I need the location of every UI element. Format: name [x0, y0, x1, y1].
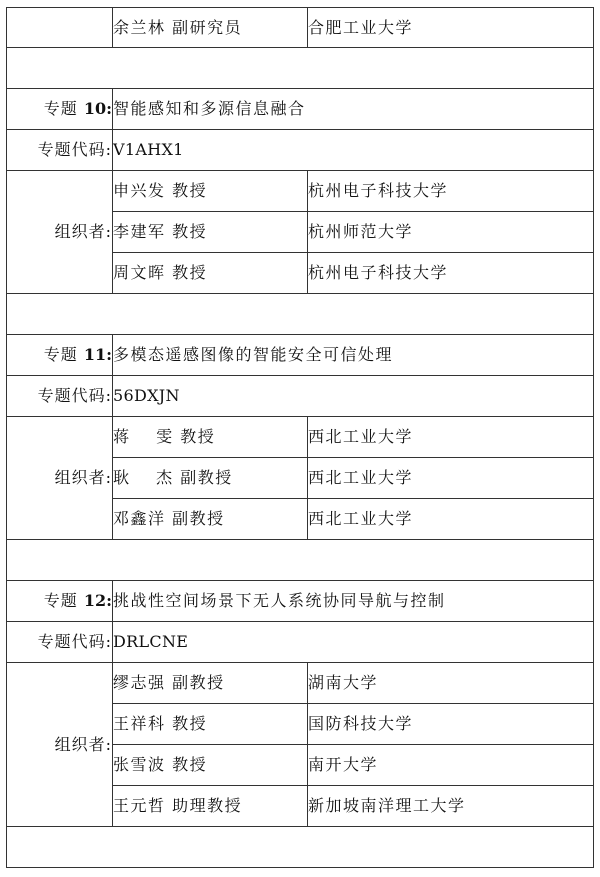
topic-code-row	[7, 622, 594, 663]
table-row	[7, 8, 594, 48]
affiliation-cell: 西北工业大学	[308, 417, 594, 458]
organizer-label: 组织者:	[7, 171, 113, 294]
organizer-title: 助理教授	[172, 796, 243, 815]
topics-table	[6, 7, 594, 868]
spacer-row	[7, 294, 594, 335]
organizer-name: 王元哲	[113, 796, 166, 815]
empty-cell	[7, 8, 113, 48]
code-label: 专题代码:	[7, 376, 113, 417]
organizer-name: 蒋 雯	[113, 427, 174, 446]
topic-title-row	[7, 581, 594, 622]
organizer-name: 缪志强	[113, 673, 166, 692]
topic-label: 专题 11:	[7, 335, 113, 376]
organizer-label: 组织者:	[7, 663, 113, 827]
affiliation-cell: 杭州电子科技大学	[308, 171, 594, 212]
affiliation-cell: 杭州师范大学	[308, 212, 594, 253]
organizer-title: 教授	[180, 427, 216, 446]
topic-code: 56DXJN	[113, 376, 594, 417]
organizer-row	[7, 417, 594, 458]
spacer-row	[7, 827, 594, 868]
topic-code: DRLCNE	[113, 622, 594, 663]
affiliation-cell: 西北工业大学	[308, 499, 594, 540]
affiliation-cell: 西北工业大学	[308, 458, 594, 499]
spacer-row	[7, 540, 594, 581]
organizer-title: 副教授	[172, 673, 225, 692]
topic-title-row	[7, 335, 594, 376]
organizer-row	[7, 171, 594, 212]
affiliation-cell: 合肥工业大学	[308, 8, 594, 48]
topic-title: 智能感知和多源信息融合	[113, 89, 594, 130]
topic-title: 挑战性空间场景下无人系统协同导航与控制	[113, 581, 594, 622]
organizer-title: 教授	[172, 755, 208, 774]
organizer-name: 李建军	[113, 222, 166, 241]
organizer-name: 张雪波	[113, 755, 166, 774]
topic-number: 11:	[83, 345, 112, 364]
code-label: 专题代码:	[7, 130, 113, 171]
affiliation-cell: 新加坡南洋理工大学	[308, 786, 594, 827]
organizer-cell	[113, 8, 308, 48]
code-label: 专题代码:	[7, 622, 113, 663]
organizer-cell	[113, 458, 308, 499]
organizer-name: 周文晖	[113, 263, 166, 282]
organizer-name: 邓鑫洋	[113, 509, 166, 528]
organizer-name: 申兴发	[113, 181, 166, 200]
organizer-row	[7, 663, 594, 704]
organizer-title: 副教授	[180, 468, 233, 487]
topic-number: 10:	[83, 99, 112, 118]
affiliation-cell: 湖南大学	[308, 663, 594, 704]
organizer-cell	[113, 417, 308, 458]
organizer-title: 教授	[172, 263, 208, 282]
organizer-cell	[113, 745, 308, 786]
organizer-cell	[113, 253, 308, 294]
spacer-row	[7, 48, 594, 89]
organizer-name: 王祥科	[113, 714, 166, 733]
organizer-name: 余兰林	[113, 17, 166, 37]
topic-code-row	[7, 376, 594, 417]
organizer-label: 组织者:	[7, 417, 113, 540]
organizer-title: 教授	[172, 222, 208, 241]
organizer-cell	[113, 212, 308, 253]
topic-title: 多模态遥感图像的智能安全可信处理	[113, 335, 594, 376]
topic-label: 专题 12:	[7, 581, 113, 622]
topic-code: V1AHX1	[113, 130, 594, 171]
organizer-title: 副研究员	[172, 17, 243, 37]
organizer-title: 教授	[172, 181, 208, 200]
organizer-name: 耿 杰	[113, 468, 174, 487]
affiliation-cell: 杭州电子科技大学	[308, 253, 594, 294]
organizer-cell	[113, 663, 308, 704]
topic-code-row	[7, 130, 594, 171]
organizer-cell	[113, 704, 308, 745]
topic-title-row	[7, 89, 594, 130]
organizer-cell	[113, 499, 308, 540]
topic-number: 12:	[83, 591, 112, 610]
organizer-title: 教授	[172, 714, 208, 733]
affiliation-cell: 南开大学	[308, 745, 594, 786]
topic-label: 专题 10:	[7, 89, 113, 130]
organizer-cell	[113, 171, 308, 212]
organizer-title: 副教授	[172, 509, 225, 528]
affiliation-cell: 国防科技大学	[308, 704, 594, 745]
organizer-cell	[113, 786, 308, 827]
